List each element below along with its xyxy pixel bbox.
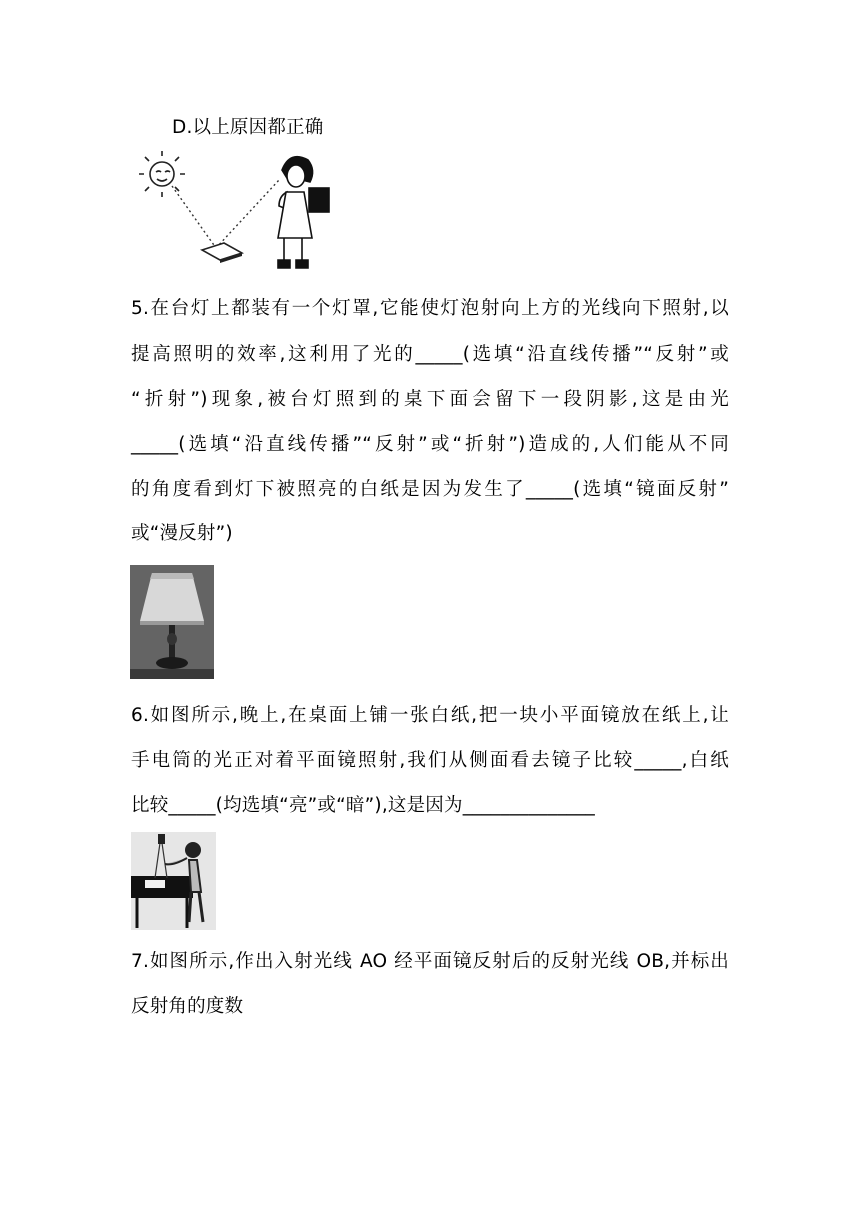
q6-line2: 手电筒的光正对着平面镜照射,我们从侧面看去镜子比较_____,白纸	[131, 750, 729, 771]
table-lamp-photo	[130, 565, 214, 679]
q5-line6: 或“漫反射”)	[131, 523, 233, 544]
girl-icon	[278, 157, 329, 268]
option-d: D.以上原因都正确	[172, 117, 324, 138]
q5-line1: 5.在台灯上都装有一个灯罩,它能使灯泡射向上方的光线向下照射,以	[131, 298, 729, 319]
mirror-icon	[202, 243, 242, 263]
incident-ray	[172, 186, 216, 248]
sun-mirror-girl-figure	[134, 150, 339, 280]
q6-line3: 比较_____(均选填“亮”或“暗”),这是因为______________	[131, 795, 596, 816]
q6-line1: 6.如图所示,晚上,在桌面上铺一张白纸,把一块小平面镜放在纸上,让	[131, 705, 729, 726]
flashlight-mirror-photo	[131, 832, 216, 930]
q5-line2: 提高照明的效率,这利用了光的_____(选填“沿直线传播”“反射”或	[131, 344, 729, 365]
q7-line2: 反射角的度数	[131, 996, 244, 1017]
q7-line1: 7.如图所示,作出入射光线 AO 经平面镜反射后的反射光线 OB,并标出	[131, 951, 729, 972]
reflected-ray	[216, 180, 279, 248]
q5-line5: 的角度看到灯下被照亮的白纸是因为发生了_____(选填“镜面反射”	[131, 479, 729, 500]
sun-icon	[139, 151, 185, 197]
q5-line3: “折射”)现象,被台灯照到的桌下面会留下一段阴影,这是由光	[131, 389, 729, 410]
q5-line4: _____(选填“沿直线传播”“反射”或“折射”)造成的,人们能从不同	[131, 434, 729, 455]
